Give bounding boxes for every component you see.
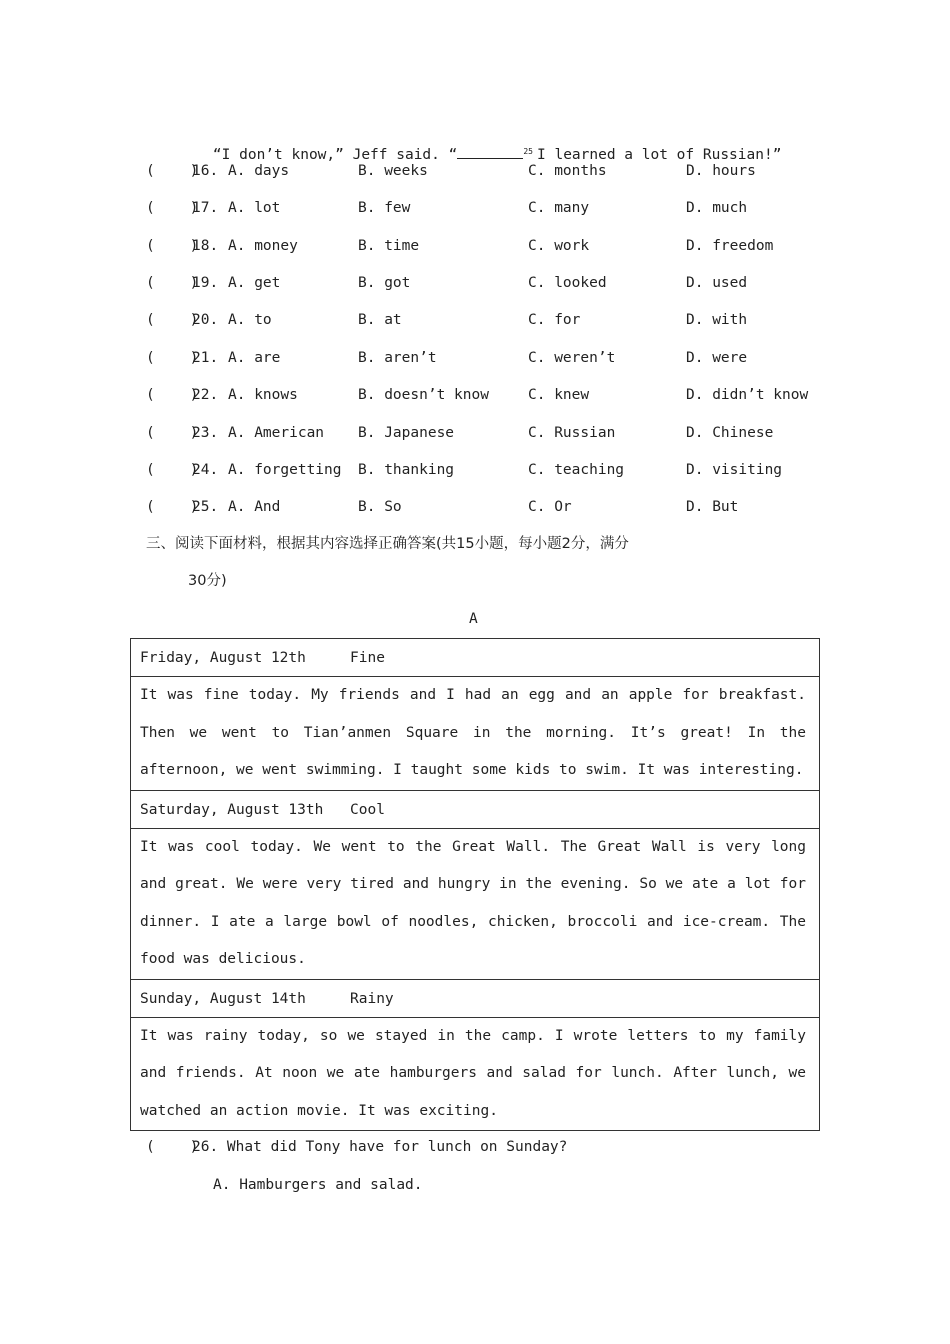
question-row — [0, 423, 950, 443]
option-c: C. months — [528, 163, 607, 179]
option-a: A. days — [228, 163, 290, 179]
diary-weather: Rainy — [350, 990, 394, 1007]
diary-date: Saturday, August 13th — [140, 801, 324, 818]
diary-date: Sunday, August 14th — [140, 990, 306, 1007]
diary-entry — [131, 1018, 819, 1131]
answer-paren[interactable]: ( ) — [146, 1139, 199, 1155]
option-b: B. time — [358, 238, 420, 254]
option-a: A. lot — [228, 200, 281, 216]
answer-paren[interactable]: ( ) — [146, 238, 199, 254]
option-d: D. But — [686, 499, 739, 515]
question-number: 21. — [192, 350, 219, 366]
diary-date-row — [131, 791, 819, 829]
question-text: 26. What did Tony have for lunch on Sunday? — [192, 1139, 568, 1155]
diary-text: It was rainy today, so we stayed in the camp. I wrote letters to my family and friends. At noon we ate hamburgers and salad for lunch. After lunch, we watched an action movie. It was exciting. — [140, 1027, 806, 1119]
answer-paren[interactable]: ( ) — [146, 425, 199, 441]
diary-entry — [131, 677, 819, 791]
answer-paren[interactable]: ( ) — [146, 462, 199, 478]
option-b: B. doesn’t know — [358, 387, 489, 403]
option-c: C. work — [528, 238, 590, 254]
option-d: D. Chinese — [686, 425, 774, 441]
option-b: B. got — [358, 275, 411, 291]
option-d: D. used — [686, 275, 748, 291]
option-c: C. teaching — [528, 462, 625, 478]
blank-number: 25 — [523, 147, 533, 156]
question-row — [0, 198, 950, 218]
option-b: B. aren’t — [358, 350, 437, 366]
option-a: A. to — [228, 312, 272, 328]
diary-weather: Cool — [350, 801, 385, 818]
question-row — [0, 348, 950, 368]
option-b: B. weeks — [358, 163, 428, 179]
option-c: C. for — [528, 312, 581, 328]
question-row — [0, 273, 950, 293]
option-d: D. visiting — [686, 462, 783, 478]
question-number: 20. — [192, 312, 219, 328]
option-c: C. Or — [528, 499, 572, 515]
diary-text: It was fine today. My friends and I had an egg and an apple for breakfast. Then we went to Tian’anmen Square in the morning. It’s great! In the afternoon, we went swimming. I taught some kids to swim. It was interesting. — [140, 687, 806, 778]
option-a: A. money — [228, 238, 298, 254]
option-a: A. are — [228, 350, 281, 366]
answer-paren[interactable]: ( ) — [146, 350, 199, 366]
answer-blank[interactable] — [457, 144, 523, 159]
question-number: 22. — [192, 387, 219, 403]
question-number: 19. — [192, 275, 219, 291]
option-a: A. And — [228, 499, 281, 515]
question-row — [0, 236, 950, 256]
question-26 — [0, 1137, 950, 1157]
option-c: C. weren’t — [528, 350, 616, 366]
answer-paren[interactable]: ( ) — [146, 387, 199, 403]
diary-weather: Fine — [350, 650, 385, 666]
question-number: 24. — [192, 462, 219, 478]
question-number: 16. — [192, 163, 219, 179]
option-d: D. hours — [686, 163, 756, 179]
question-number: 17. — [192, 200, 219, 216]
diary-date-row — [131, 639, 819, 677]
quote-before: “I don’t know,” Jeff said. “ — [212, 147, 458, 163]
question-number: 25. — [192, 499, 219, 515]
option-d: D. were — [686, 350, 748, 366]
option-a: A. get — [228, 275, 281, 291]
quote-after: I learned a lot of Russian!” — [537, 147, 782, 163]
answer-paren[interactable]: ( ) — [146, 200, 199, 216]
question-number: 18. — [192, 238, 219, 254]
answer-paren[interactable]: ( ) — [146, 499, 199, 515]
passage-label: A — [469, 611, 478, 627]
option-c: C. Russian — [528, 425, 616, 441]
option-b: B. at — [358, 312, 402, 328]
option-c: C. looked — [528, 275, 607, 291]
question-number: 23. — [192, 425, 219, 441]
option-d: D. freedom — [686, 238, 774, 254]
diary-table — [130, 638, 820, 1131]
diary-date-row — [131, 980, 819, 1018]
option-a: A. Hamburgers and salad. — [213, 1177, 423, 1193]
option-a: A. forgetting — [228, 462, 342, 478]
question-row — [0, 385, 950, 405]
option-d: D. much — [686, 200, 748, 216]
answer-paren[interactable]: ( ) — [146, 275, 199, 291]
option-c: C. many — [528, 200, 590, 216]
section-title-score: 30分) — [188, 573, 227, 589]
diary-text: It was cool today. We went to the Great Wall. The Great Wall is very long and great. We were very tired and hungry in the evening. So we ate a lot for dinner. I ate a large bowl of noodles, chicken, broccoli and ice-cream. The food was delicious. — [140, 838, 806, 967]
option-a: A. knows — [228, 387, 298, 403]
question-row — [0, 161, 950, 181]
question-row — [0, 310, 950, 330]
option-b: B. Japanese — [358, 425, 455, 441]
diary-date: Friday, August 12th — [140, 650, 306, 666]
answer-paren[interactable]: ( ) — [146, 312, 199, 328]
option-d: D. didn’t know — [686, 387, 809, 403]
question-row — [0, 460, 950, 480]
option-b: B. So — [358, 499, 402, 515]
diary-entry — [131, 829, 819, 980]
option-b: B. thanking — [358, 462, 455, 478]
section-title: 三、阅读下面材料，根据其内容选择正确答案(共15小题，每小题2分，满分 — [146, 536, 629, 552]
option-c: C. knew — [528, 387, 590, 403]
option-d: D. with — [686, 312, 748, 328]
option-a: A. American — [228, 425, 325, 441]
option-b: B. few — [358, 200, 411, 216]
answer-paren[interactable]: ( ) — [146, 163, 199, 179]
question-row — [0, 497, 950, 517]
